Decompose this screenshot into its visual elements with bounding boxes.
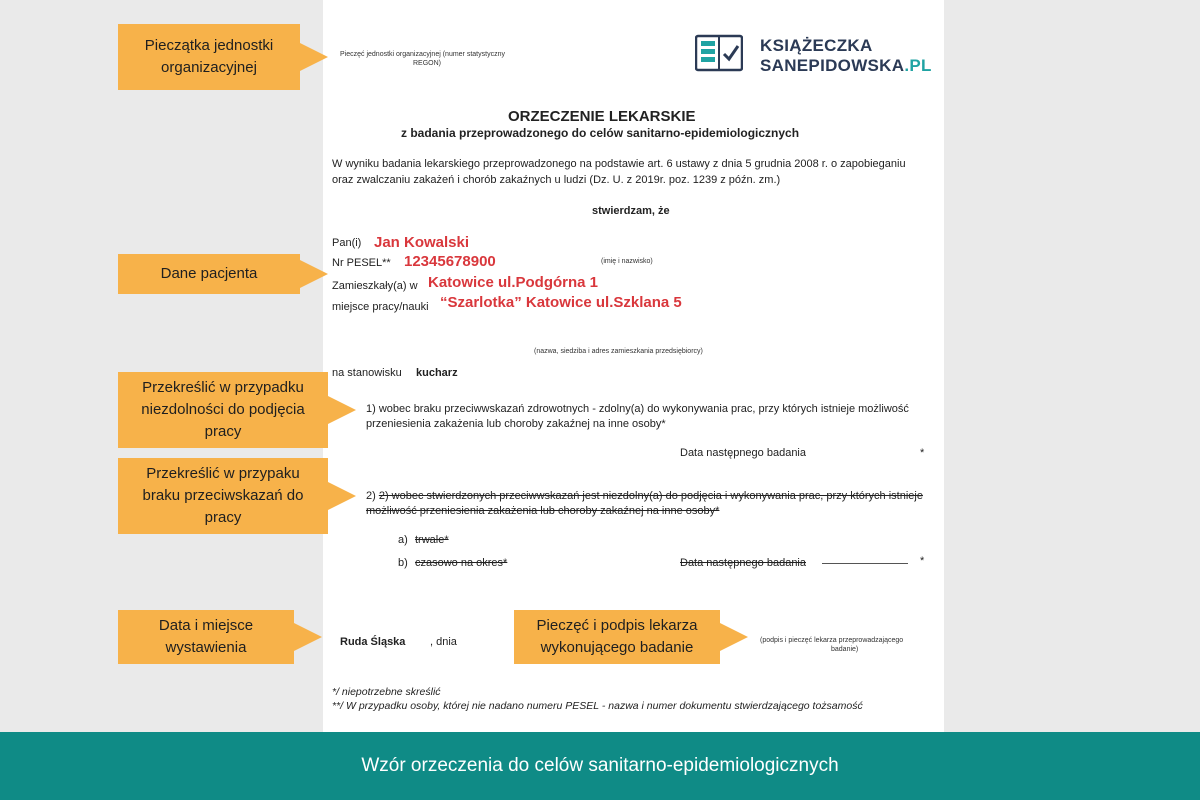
logo-line2-main: SANEPIDOWSKA [760, 56, 905, 75]
footer-caption: Wzór orzeczenia do celów sanitarno-epidemiologicznych [361, 755, 839, 776]
position-label: na stanowisku [332, 367, 402, 379]
callout-cross-out-no-contraindications-label: Przekreślić w przypaku braku przeciwskazań do pracy [142, 465, 304, 526]
option2-line2: możliwość przeniesienia zakażenia lub choroby zakaźnej na inne osoby* [366, 505, 720, 517]
name-caption: (imię i nazwisko) [601, 258, 653, 265]
opt-a-marker: a) [398, 534, 408, 546]
next-exam-1-asterisk: * [920, 447, 925, 459]
callout-stamp [118, 24, 300, 90]
option1-line2: przeniesienia zakażenia lub choroby zakaźnej na inne osoby* [366, 418, 666, 430]
pesel-value: 12345678900 [404, 253, 496, 270]
next-exam-2: Data następnego badania [680, 557, 806, 569]
opt-b-text: czasowo na okres* [415, 557, 508, 569]
logo-book-icon [695, 34, 743, 72]
workplace-label: miejsce pracy/nauki [332, 301, 429, 313]
logo-line2-suffix: .PL [904, 56, 932, 75]
stamp-caption-line2: REGON) [413, 60, 441, 67]
callout-patient-data [118, 254, 300, 294]
employer-caption: (nazwa, siedziba i adres zamieszkania przedsiębiorcy) [534, 348, 703, 355]
next-exam-2-asterisk: * [920, 555, 925, 567]
date-label: , dnia [430, 636, 457, 648]
footnote-2: **/ W przypadku osoby, której nie nadano numeru PESEL - nazwa i numer dokumentu stwierdzającego tożsamość [332, 700, 863, 712]
stamp-caption-line1: Pieczęć jednostki organizacyjnej (numer statystyczny [340, 51, 505, 58]
issue-place: Ruda Śląska [340, 636, 406, 648]
stwierdzam-label: stwierdzam, że [592, 205, 670, 217]
intro-line2: oraz zwalczaniu zakażeń i chorób zakaźnych u ludzi (Dz. U. z 2019r. poz. 1239 z późn. zm.) [332, 174, 781, 186]
callout-cross-out-incapacity [118, 372, 328, 448]
callout-doctor-signature-label: Pieczęć i podpis lekarza wykonującego badanie [536, 617, 698, 656]
callout-stamp-label: Pieczątka jednostki organizacyjnej [144, 37, 274, 76]
option2-marker: 2) [366, 490, 379, 502]
workplace-value: “Szarlotka” Katowice ul.Szklana 5 [440, 294, 682, 311]
footer-banner [0, 732, 1200, 800]
signature-caption-line2: badanie) [831, 646, 859, 653]
callout-doctor-signature [514, 610, 720, 664]
intro-line1: W wyniku badania lekarskiego przeprowadzonego na podstawie art. 6 ustawy z dnia 5 grudnia 2008 r. o zapobieganiu [332, 158, 906, 170]
next-exam-2-line [822, 563, 908, 564]
pan-value: Jan Kowalski [374, 234, 470, 251]
option1-line1: 1) wobec braku przeciwwskazań zdrowotnych - zdolny(a) do wykonywania prac, przy których istnieje możliwość [366, 403, 909, 415]
option2-line1: 2) wobec stwierdzonych przeciwwskazań jest niezdolny(a) do podjęcia i wykonywania prac, przy których istnieje [378, 490, 923, 502]
footnote-1: */ niepotrzebne skreślić [332, 686, 441, 698]
pan-label: Pan(i) [332, 237, 362, 249]
callout-cross-out-incapacity-label: Przekreślić w przypadku niezdolności do podjęcia pracy [141, 379, 305, 440]
opt-a-text: trwale* [415, 534, 449, 546]
document-title: ORZECZENIE LEKARSKIE [508, 108, 696, 125]
logo-line1: KSIĄŻECZKA [760, 36, 873, 55]
pesel-label: Nr PESEL** [332, 257, 391, 269]
address-label: Zamieszkały(a) w [332, 280, 418, 292]
callout-date-place-label: Data i miejsce wystawienia [158, 617, 254, 656]
address-value: Katowice ul.Podgórna 1 [428, 274, 599, 291]
callout-cross-out-no-contraindications [118, 458, 328, 534]
signature-caption-line1: (podpis i pieczęć lekarza przeprowadzającego [760, 637, 904, 644]
callout-patient-data-label: Dane pacjenta [160, 265, 258, 282]
logo-wordmark [760, 36, 932, 76]
opt-b-marker: b) [398, 557, 408, 569]
callout-date-place [118, 610, 294, 664]
document-subtitle: z badania przeprowadzonego do celów sanitarno-epidemiologicznych [401, 126, 800, 140]
next-exam-1: Data następnego badania [680, 447, 806, 459]
position-value: kucharz [416, 367, 458, 379]
